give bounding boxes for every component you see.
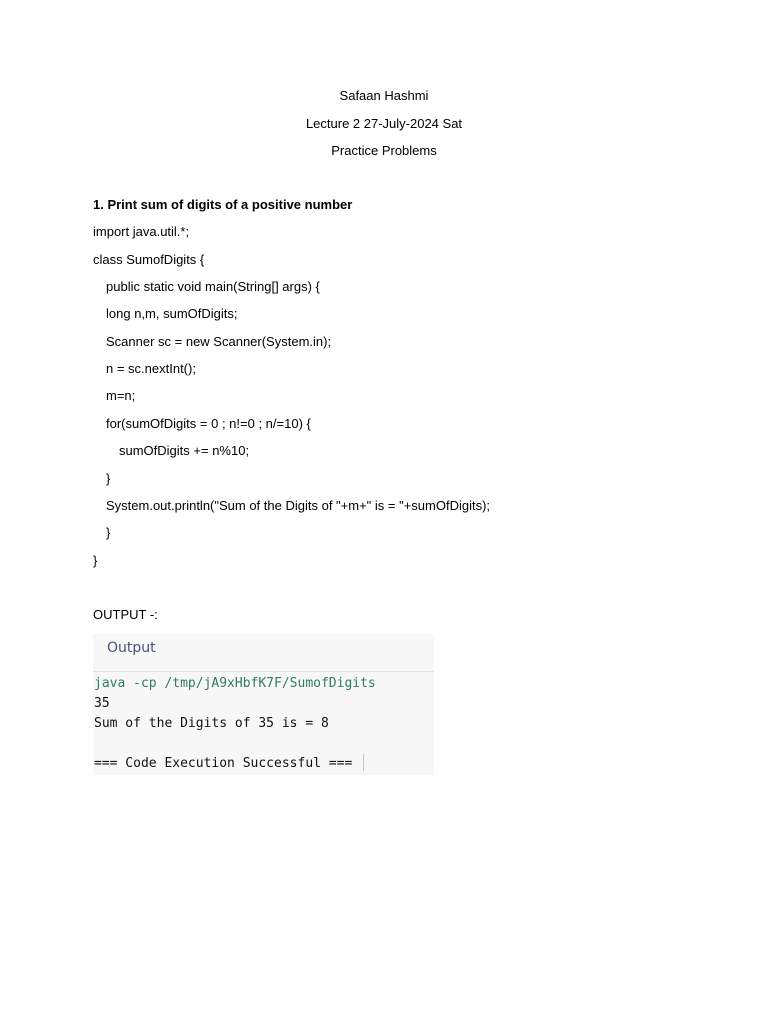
output-panel-divider <box>93 671 434 672</box>
output-label: OUTPUT -: <box>93 607 158 622</box>
code-line: public static void main(String[] args) { <box>106 279 320 294</box>
code-line: n = sc.nextInt(); <box>106 361 196 376</box>
console-result: Sum of the Digits of 35 is = 8 <box>94 716 329 731</box>
output-panel-screenshot <box>93 634 434 775</box>
console-input: 35 <box>94 696 110 711</box>
code-line: } <box>106 525 111 540</box>
code-line: long n,m, sumOfDigits; <box>106 306 238 321</box>
code-line: import java.util.*; <box>93 224 190 239</box>
code-line: } <box>93 553 98 568</box>
code-line: sumOfDigits += n%10; <box>119 443 250 458</box>
lecture-info: Lecture 2 27-July-2024 Sat <box>305 116 463 131</box>
text-cursor <box>363 754 364 771</box>
code-line: for(sumOfDigits = 0 ; n!=0 ; n/=10) { <box>106 416 311 431</box>
output-panel-title: Output <box>107 640 156 656</box>
author-name: Safaan Hashmi <box>339 88 429 103</box>
code-line: } <box>106 471 111 486</box>
code-line: class SumofDigits { <box>93 252 205 267</box>
code-line: System.out.println("Sum of the Digits of "+m+" is = "+sumOfDigits); <box>106 498 491 513</box>
code-line: m=n; <box>106 388 136 403</box>
problem-title: 1. Print sum of digits of a positive number <box>93 197 353 212</box>
code-line: Scanner sc = new Scanner(System.in); <box>106 334 332 349</box>
console-status: === Code Execution Successful === <box>94 756 353 771</box>
document-subtitle: Practice Problems <box>331 143 437 158</box>
console-command: java -cp /tmp/jA9xHbfK7F/SumofDigits <box>94 676 376 691</box>
